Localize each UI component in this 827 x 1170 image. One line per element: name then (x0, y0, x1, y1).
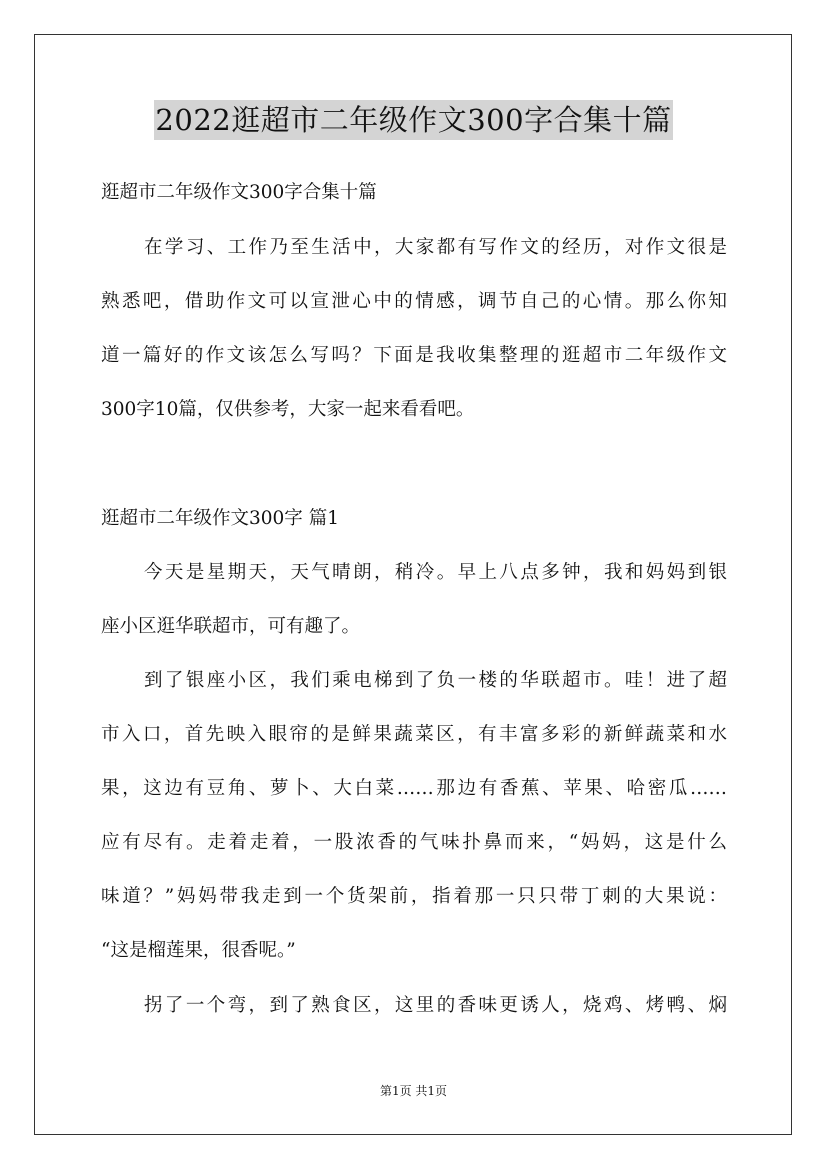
paragraph-line: 市入口，首先映入眼帘的是鲜果蔬菜区，有丰富多彩的新鲜蔬菜和水 (101, 724, 727, 745)
paragraph-line: 果，这边有豆角、萝卜、大白菜……那边有香蕉、苹果、哈密瓜…… (101, 778, 727, 799)
intro-line-3: 道一篇好的作文该怎么写吗？下面是我收集整理的逛超市二年级作文 (101, 345, 727, 366)
document-title: 2022逛超市二年级作文300字合集十篇 (154, 100, 672, 140)
intro-line-1: 在学习、工作乃至生活中，大家都有写作文的经历，对作文很是 (144, 237, 727, 258)
intro-line-4: 300字10篇，仅供参考，大家一起来看看吧。 (101, 399, 475, 420)
paragraph-line: 今天是星期天，天气晴朗，稍冷。早上八点多钟，我和妈妈到银 (144, 562, 727, 583)
paragraph-line: 到了银座小区，我们乘电梯到了负一楼的华联超市。哇！进了超 (144, 670, 727, 691)
intro-line-2: 熟悉吧，借助作文可以宣泄心中的情感，调节自己的心情。那么你知 (101, 291, 727, 312)
paragraph-line: 座小区逛华联超市，可有趣了。 (101, 616, 361, 637)
page-footer: 第1页 共1页 (379, 1084, 448, 1098)
paragraph-line: “这是榴莲果，很香呢。” (101, 940, 296, 961)
document-subtitle: 逛超市二年级作文300字合集十篇 (101, 182, 377, 203)
paragraph-line: 应有尽有。走着走着，一股浓香的气味扑鼻而来，“妈妈，这是什么 (101, 832, 727, 853)
paragraph-line: 拐了一个弯，到了熟食区，这里的香味更诱人，烧鸡、烤鸭、焖 (144, 995, 727, 1016)
section-heading: 逛超市二年级作文300字 篇1 (101, 508, 339, 529)
title-container (0, 100, 827, 140)
paragraph-line: 味道？”妈妈带我走到一个货架前，指着那一只只带丁刺的大果说： (101, 886, 727, 907)
